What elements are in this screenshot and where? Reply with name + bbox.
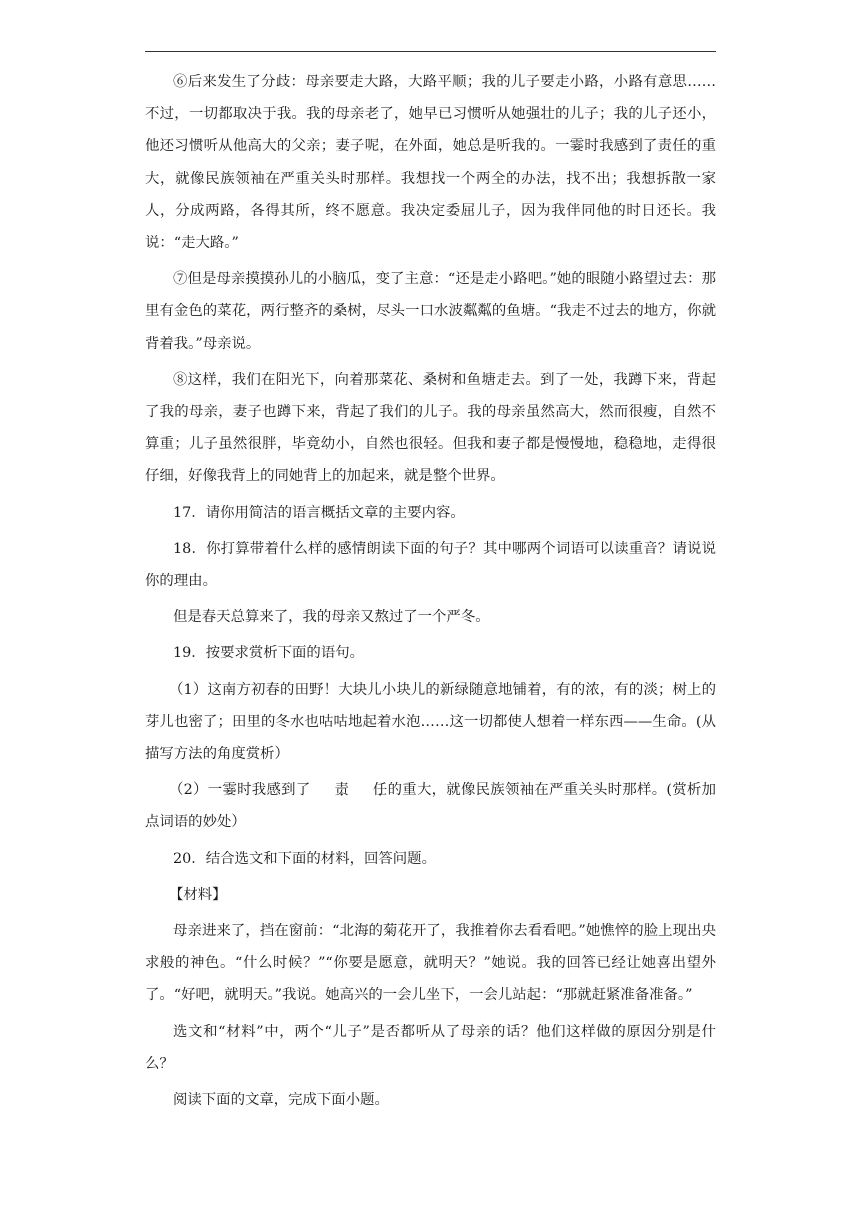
question-19-part-1: （1）这南方初春的田野！大块儿小块儿的新绿随意地铺着，有的浓，有的淡；树上的芽儿也密了；田里的冬水也咕咕地起着水泡……这一切都使人想着一样东西——生命。(从描写方法的角度赏析） xyxy=(145,681,716,763)
material-label: 【材料】 xyxy=(169,886,227,903)
question-19: 19．按要求赏析下面的语句。 xyxy=(173,645,364,662)
question-20-prompt: 选文和“材料”中，两个“儿子”是否都听从了母亲的话？他们这样做的原因分别是什么？ xyxy=(145,1023,716,1072)
paragraph-7: ⑦但是母亲摸摸孙儿的小脑瓜，变了主意：“还是走小路吧。”她的眼随小路望过去：那里有金色的菜花，两行整齐的桑树，尽头一口水波粼粼的鱼塘。“我走不过去的地方，你就背着我。”母亲说。 xyxy=(145,271,716,352)
emphasis-char-ze: 责 · xyxy=(311,774,349,806)
paragraph-8: ⑧这样，我们在阳光下，向着那菜花、桑树和鱼塘走去。到了一处，我蹲下来，背起了我的母亲，妻子也蹲下来，背起了我们的儿子。我的母亲虽然高大，然而很瘦，自然不算重；儿子虽然很胖，毕竟幼小，自然也很轻。但我和妻子都是慢慢地，稳稳地，走得很仔细，好像我背上的同她背上的加起来，就是整个世界。 xyxy=(145,371,716,485)
question-20: 20．结合选文和下面的材料，回答问题。 xyxy=(173,850,436,867)
question-19-part-2 xyxy=(145,774,716,838)
q19-2-text-after: 的重大，就像民族领袖在严重关头时那样。(赏析加点词语的妙处） xyxy=(145,782,716,831)
header-rule xyxy=(145,51,716,52)
question-18-sentence: 但是春天总算来了，我的母亲又熬过了一个严冬。 xyxy=(173,609,490,626)
document-body xyxy=(145,66,716,1116)
q19-2-text-before: （2）一霎时我感到了 xyxy=(169,782,311,799)
paragraph-6: ⑥后来发生了分歧：母亲要走大路，大路平顺；我的儿子要走小路，小路有意思……不过，一切都取决于我。我的母亲老了，她早已习惯听从她强壮的儿子；我的儿子还小，他还习惯听从他高大的父亲；妻子呢，在外面，她总是听我的。一霎时我感到了责任的重大，就像民族领袖在严重关头时那样。我想找一个两全的办法，找不出；我想拆散一家人，分成两路，各得其所，终不愿意。我决定委屈儿子，因为我伴同他的时日还长。我说：“走大路。” xyxy=(145,74,716,252)
material-text: 母亲进来了，挡在窗前：“北海的菊花开了，我推着你去看看吧。”她憔悴的脸上现出央求般的神色。“什么时候？”“你要是愿意，就明天？”她说。我的回答已经让她喜出望外了。“好吧，就明天。”我说。她高兴的一会儿坐下，一会儿站起：“那就赶紧准备准备。” xyxy=(145,923,716,1004)
emphasis-char-ren: 任 · xyxy=(349,774,387,806)
question-17: 17．请你用简洁的语言概括文章的主要内容。 xyxy=(173,504,465,521)
next-reading-instruction: 阅读下面的文章，完成下面小题。 xyxy=(173,1092,389,1109)
question-18: 18．你打算带着什么样的感情朗读下面的句子？其中哪两个词语可以读重音？请说说你的理由。 xyxy=(145,540,716,590)
